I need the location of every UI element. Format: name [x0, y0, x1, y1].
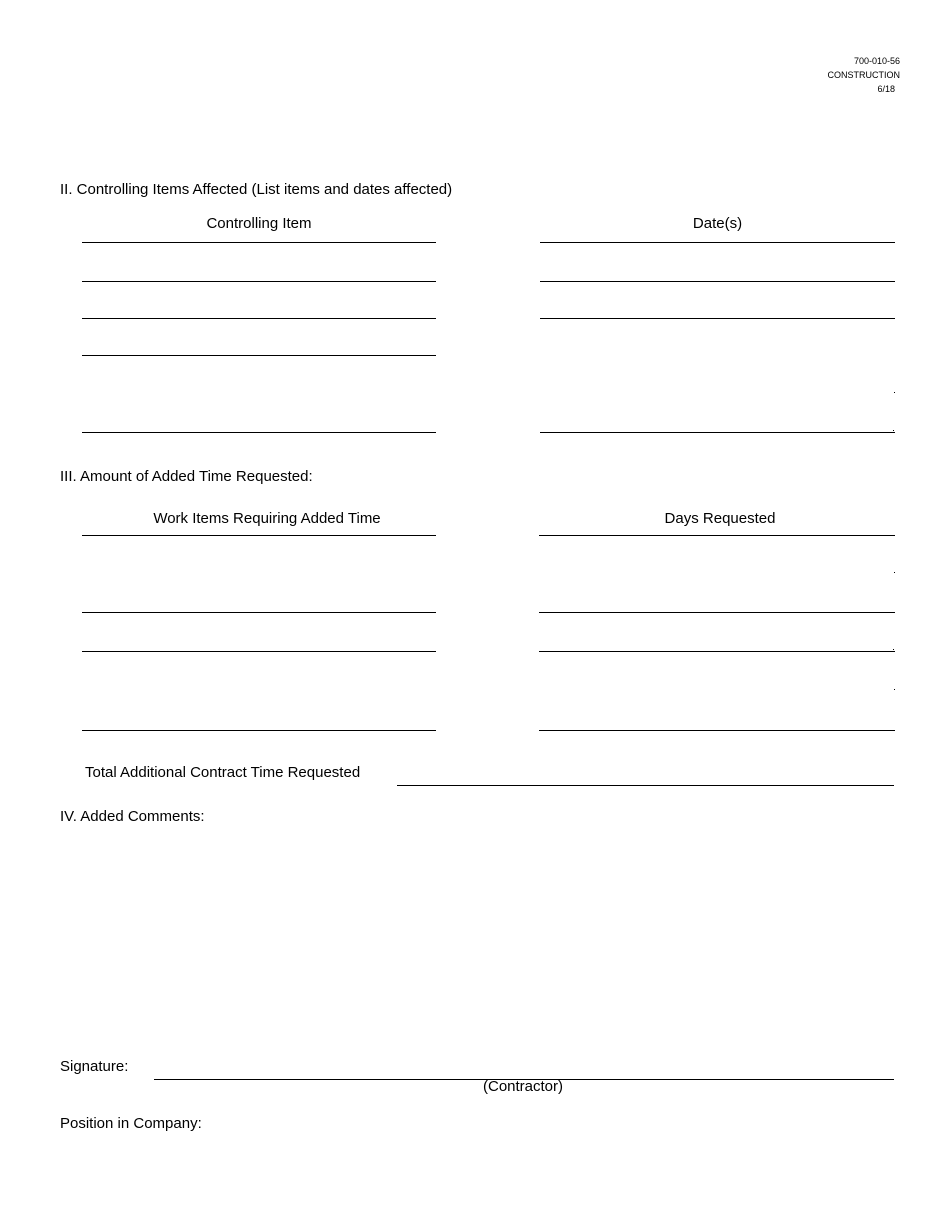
- work-item-field-2[interactable]: [82, 651, 436, 652]
- days-field-2[interactable]: [539, 651, 895, 652]
- section-iii-heading: III. Amount of Added Time Requested:: [60, 468, 313, 485]
- field-tick-mark: [893, 649, 894, 650]
- total-time-label: Total Additional Contract Time Requested: [85, 764, 361, 781]
- date-field-1[interactable]: [540, 281, 895, 282]
- total-time-field[interactable]: [397, 785, 894, 786]
- position-field[interactable]: [215, 1112, 895, 1134]
- days-field-1[interactable]: [539, 612, 895, 613]
- date-field-2[interactable]: [540, 318, 895, 319]
- work-item-field-3[interactable]: [82, 730, 436, 731]
- controlling-item-field-2[interactable]: [82, 318, 436, 319]
- field-tick-mark: [894, 572, 895, 573]
- contractor-sublabel: (Contractor): [483, 1078, 564, 1095]
- work-items-header: Work Items Requiring Added Time: [153, 510, 381, 527]
- section-ii-heading: II. Controlling Items Affected (List items and dates affected): [60, 181, 453, 198]
- controlling-item-field-1[interactable]: [82, 281, 436, 282]
- form-category: CONSTRUCTION: [827, 70, 900, 80]
- controlling-item-header-rule: [82, 242, 436, 243]
- field-tick-mark: [894, 392, 895, 393]
- days-field-3[interactable]: [539, 730, 895, 731]
- days-requested-header: Days Requested: [664, 510, 776, 527]
- form-revision: 6/18: [877, 84, 895, 94]
- controlling-item-header: Controlling Item: [206, 215, 312, 232]
- position-label: Position in Company:: [60, 1115, 202, 1132]
- date-field-3[interactable]: [540, 432, 895, 433]
- work-items-header-rule: [82, 535, 436, 536]
- form-code-block: [828, 54, 901, 96]
- dates-header: Date(s): [692, 215, 743, 232]
- controlling-item-field-3[interactable]: [82, 355, 436, 356]
- controlling-item-field-4[interactable]: [82, 432, 436, 433]
- field-tick-mark: [893, 430, 894, 431]
- signature-label: Signature:: [60, 1058, 129, 1075]
- comments-area[interactable]: [82, 838, 895, 1043]
- section-iv-heading: IV. Added Comments:: [60, 808, 205, 825]
- dates-header-rule: [540, 242, 895, 243]
- form-number: 700-010-56: [853, 56, 900, 66]
- work-item-field-1[interactable]: [82, 612, 436, 613]
- days-requested-header-rule: [539, 535, 895, 536]
- field-tick-mark: [894, 689, 895, 690]
